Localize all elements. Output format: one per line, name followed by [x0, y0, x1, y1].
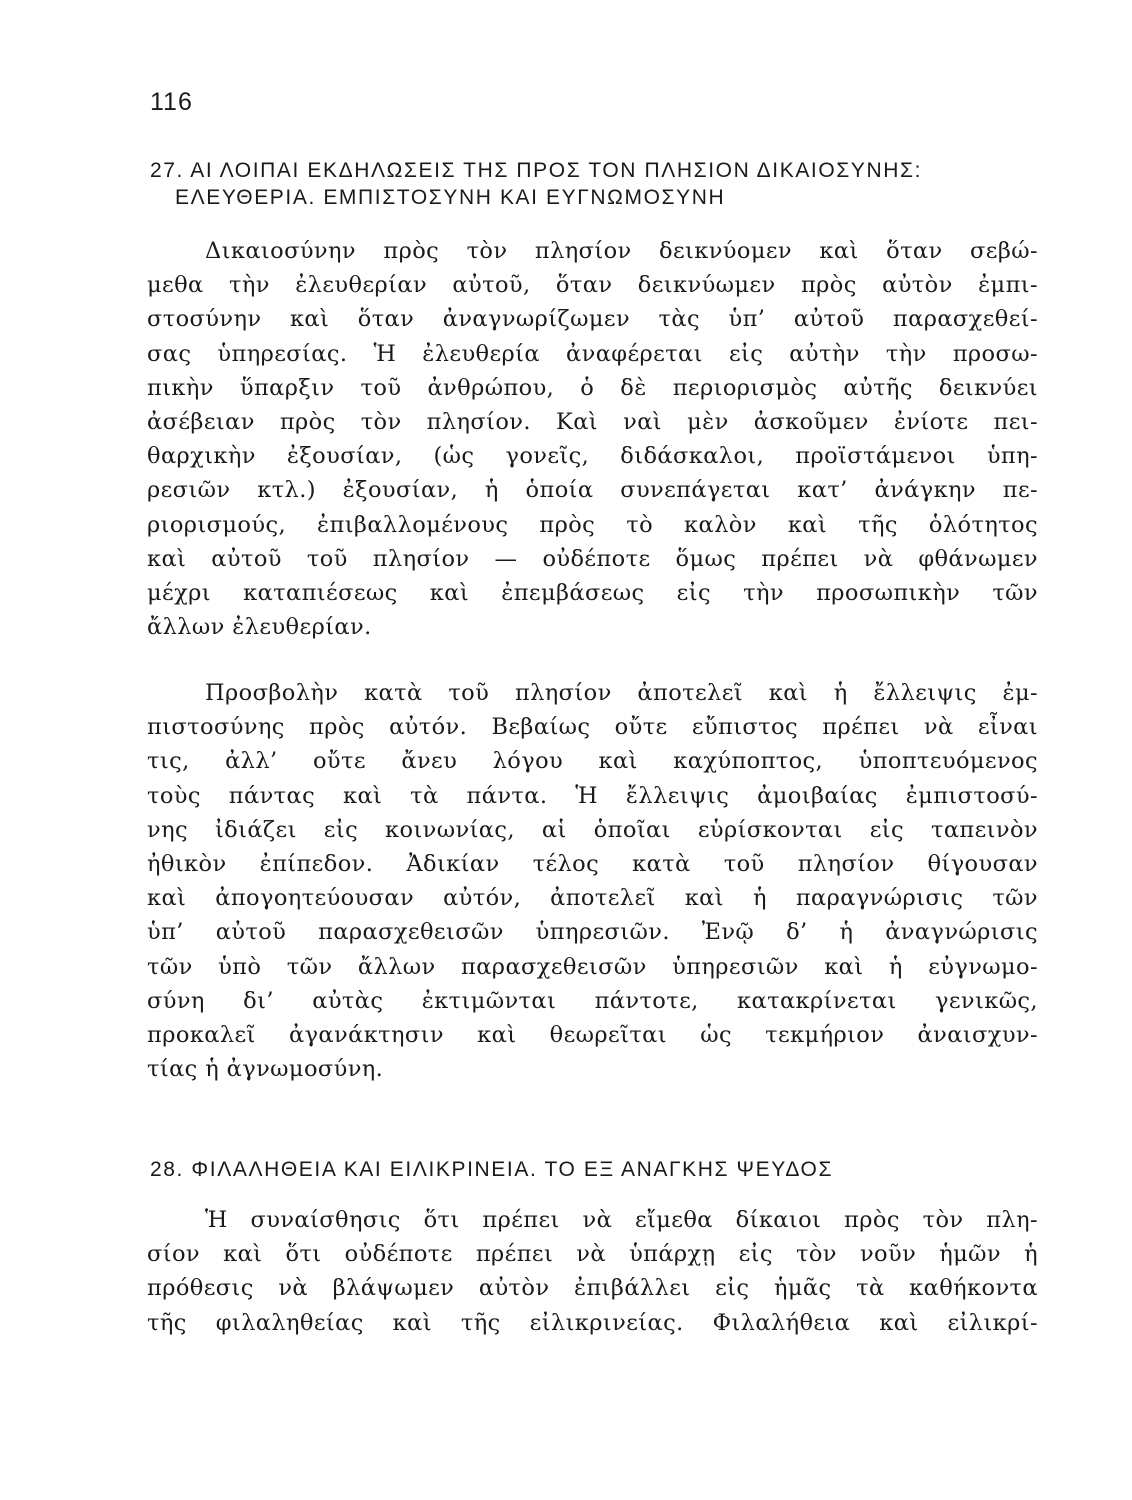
text-line: τις, ἀλλ’ οὔτε ἄνευ λόγου καὶ καχύποπτος, ὑποπτευόμενος — [147, 748, 1038, 775]
text-line: μέχρι καταπιέσεως καὶ ἐπεμβάσεως εἰς τὴν προσωπικὴν τῶν — [147, 580, 1038, 607]
text-line: σας ὑπηρεσίας. Ἡ ἐλευθερία ἀναφέρεται εἰς αὐτὴν τὴν προσω- — [147, 340, 1038, 367]
text-line: Δικαιοσύνην πρὸς τὸν πλησίον δεικνύομεν καὶ ὅταν σεβώ- — [205, 238, 1038, 264]
text-line: πικὴν ὕπαρξιν τοῦ ἀνθρώπου, ὁ δὲ περιορισμὸς αὐτῆς δεικνύει — [147, 374, 1038, 401]
text-line: ἀσέβειαν πρὸς τὸν πλησίον. Καὶ ναὶ μὲν ἀσκοῦμεν ἐνίοτε πει- — [147, 409, 1038, 436]
text-line: θαρχικὴν ἐξουσίαν, (ὡς γονεῖς, διδάσκαλοι, προϊστάμενοι ὑπη- — [147, 443, 1038, 470]
text-line: Προσβολὴν κατὰ τοῦ πλησίον ἀποτελεῖ καὶ ἡ ἔλλειψις ἐμ- — [205, 680, 1038, 706]
text-line: καὶ αὐτοῦ τοῦ πλησίον — οὐδέποτε ὅμως πρέπει νὰ φθάνωμεν — [147, 545, 1038, 572]
text-line: νης ἰδιάζει εἰς κοινωνίας, αἱ ὁποῖαι εὑρίσκονται εἰς ταπεινὸν — [147, 816, 1038, 843]
text-line: καὶ ἀπογοητεύουσαν αὐτόν, ἀποτελεῖ καὶ ἡ παραγνώρισις τῶν — [147, 885, 1038, 912]
text-line: ἄλλων ἐλευθερίαν. — [147, 614, 372, 641]
page-number: 116 — [150, 88, 193, 116]
section-27-heading — [150, 157, 922, 211]
text-line: προκαλεῖ ἀγανάκτησιν καὶ θεωρεῖται ὡς τεκμήριον ἀναισχυν- — [147, 1022, 1038, 1049]
text-line: ὑπ’ αὐτοῦ παρασχεθεισῶν ὑπηρεσιῶν. Ἐνῷ δ’ ἡ ἀναγνώρισις — [147, 919, 1038, 946]
text-line: τοὺς πάντας καὶ τὰ πάντα. Ἡ ἔλλειψις ἀμοιβαίας ἐμπιστοσύ- — [147, 782, 1038, 809]
text-line: ριορισμούς, ἐπιβαλλομένους πρὸς τὸ καλὸν καὶ τῆς ὁλότητος — [147, 511, 1038, 538]
text-line: σίον καὶ ὅτι οὐδέποτε πρέπει νὰ ὑπάρχῃ εἰς τὸν νοῦν ἡμῶν ἡ — [147, 1241, 1038, 1268]
text-line: ρεσιῶν κτλ.) ἐξουσίαν, ἡ ὁποία συνεπάγεται κατ’ ἀνάγκην πε- — [147, 477, 1038, 504]
text-line: σύνη δι’ αὐτὰς ἐκτιμῶνται πάντοτε, κατακρίνεται γενικῶς, — [147, 987, 1038, 1014]
text-line: τῆς φιλαληθείας καὶ τῆς εἰλικρινείας. Φιλαλήθεια καὶ εἰλικρί- — [147, 1309, 1038, 1336]
section-28-heading — [150, 1156, 833, 1183]
text-line: μεθα τὴν ἐλευθερίαν αὐτοῦ, ὅταν δεικνύωμεν πρὸς αὐτὸν ἐμπι- — [147, 272, 1038, 299]
text-line: ἠθικὸν ἐπίπεδον. Ἀδικίαν τέλος κατὰ τοῦ πλησίον θίγουσαν — [147, 851, 1038, 878]
text-line: Ἡ συναίσθησις ὅτι πρέπει νὰ εἴμεθα δίκαιοι πρὸς τὸν πλη- — [205, 1207, 1038, 1233]
text-line: τίας ἡ ἀγνωμοσύνη. — [147, 1056, 384, 1083]
heading-line: 28. ΦΙΛΑΛΗΘΕΙΑ ΚΑΙ ΕΙΛΙΚΡΙΝΕΙΑ. ΤΟ ΕΞ ΑΝΑΓΚΗΣ ΨΕΥΔΟΣ — [150, 1158, 834, 1181]
text-line: τῶν ὑπὸ τῶν ἄλλων παρασχεθεισῶν ὑπηρεσιῶν καὶ ἡ εὐγνωμο- — [147, 953, 1038, 980]
heading-line: 27. ΑΙ ΛΟΙΠΑΙ ΕΚΔΗΛΩΣΕΙΣ ΤΗΣ ΠΡΟΣ ΤΟΝ ΠΛΗΣΙΟΝ ΔΙΚΑΙΟΣΥΝΗΣ: — [150, 159, 923, 182]
text-line: πρόθεσις νὰ βλάψωμεν αὐτὸν ἐπιβάλλει εἰς ἡμᾶς τὰ καθήκοντα — [147, 1275, 1038, 1302]
text-line: στοσύνην καὶ ὅταν ἀναγνωρίζωμεν τὰς ὑπ’ αὐτοῦ παρασχεθεί- — [147, 306, 1038, 333]
heading-line: ΕΛΕΥΘΕΡΙΑ. ΕΜΠΙΣΤΟΣΥΝΗ ΚΑΙ ΕΥΓΝΩΜΟΣΥΝΗ — [175, 186, 726, 209]
text-line: πιστοσύνης πρὸς αὐτόν. Βεβαίως οὔτε εὔπιστος πρέπει νὰ εἶναι — [147, 714, 1038, 741]
